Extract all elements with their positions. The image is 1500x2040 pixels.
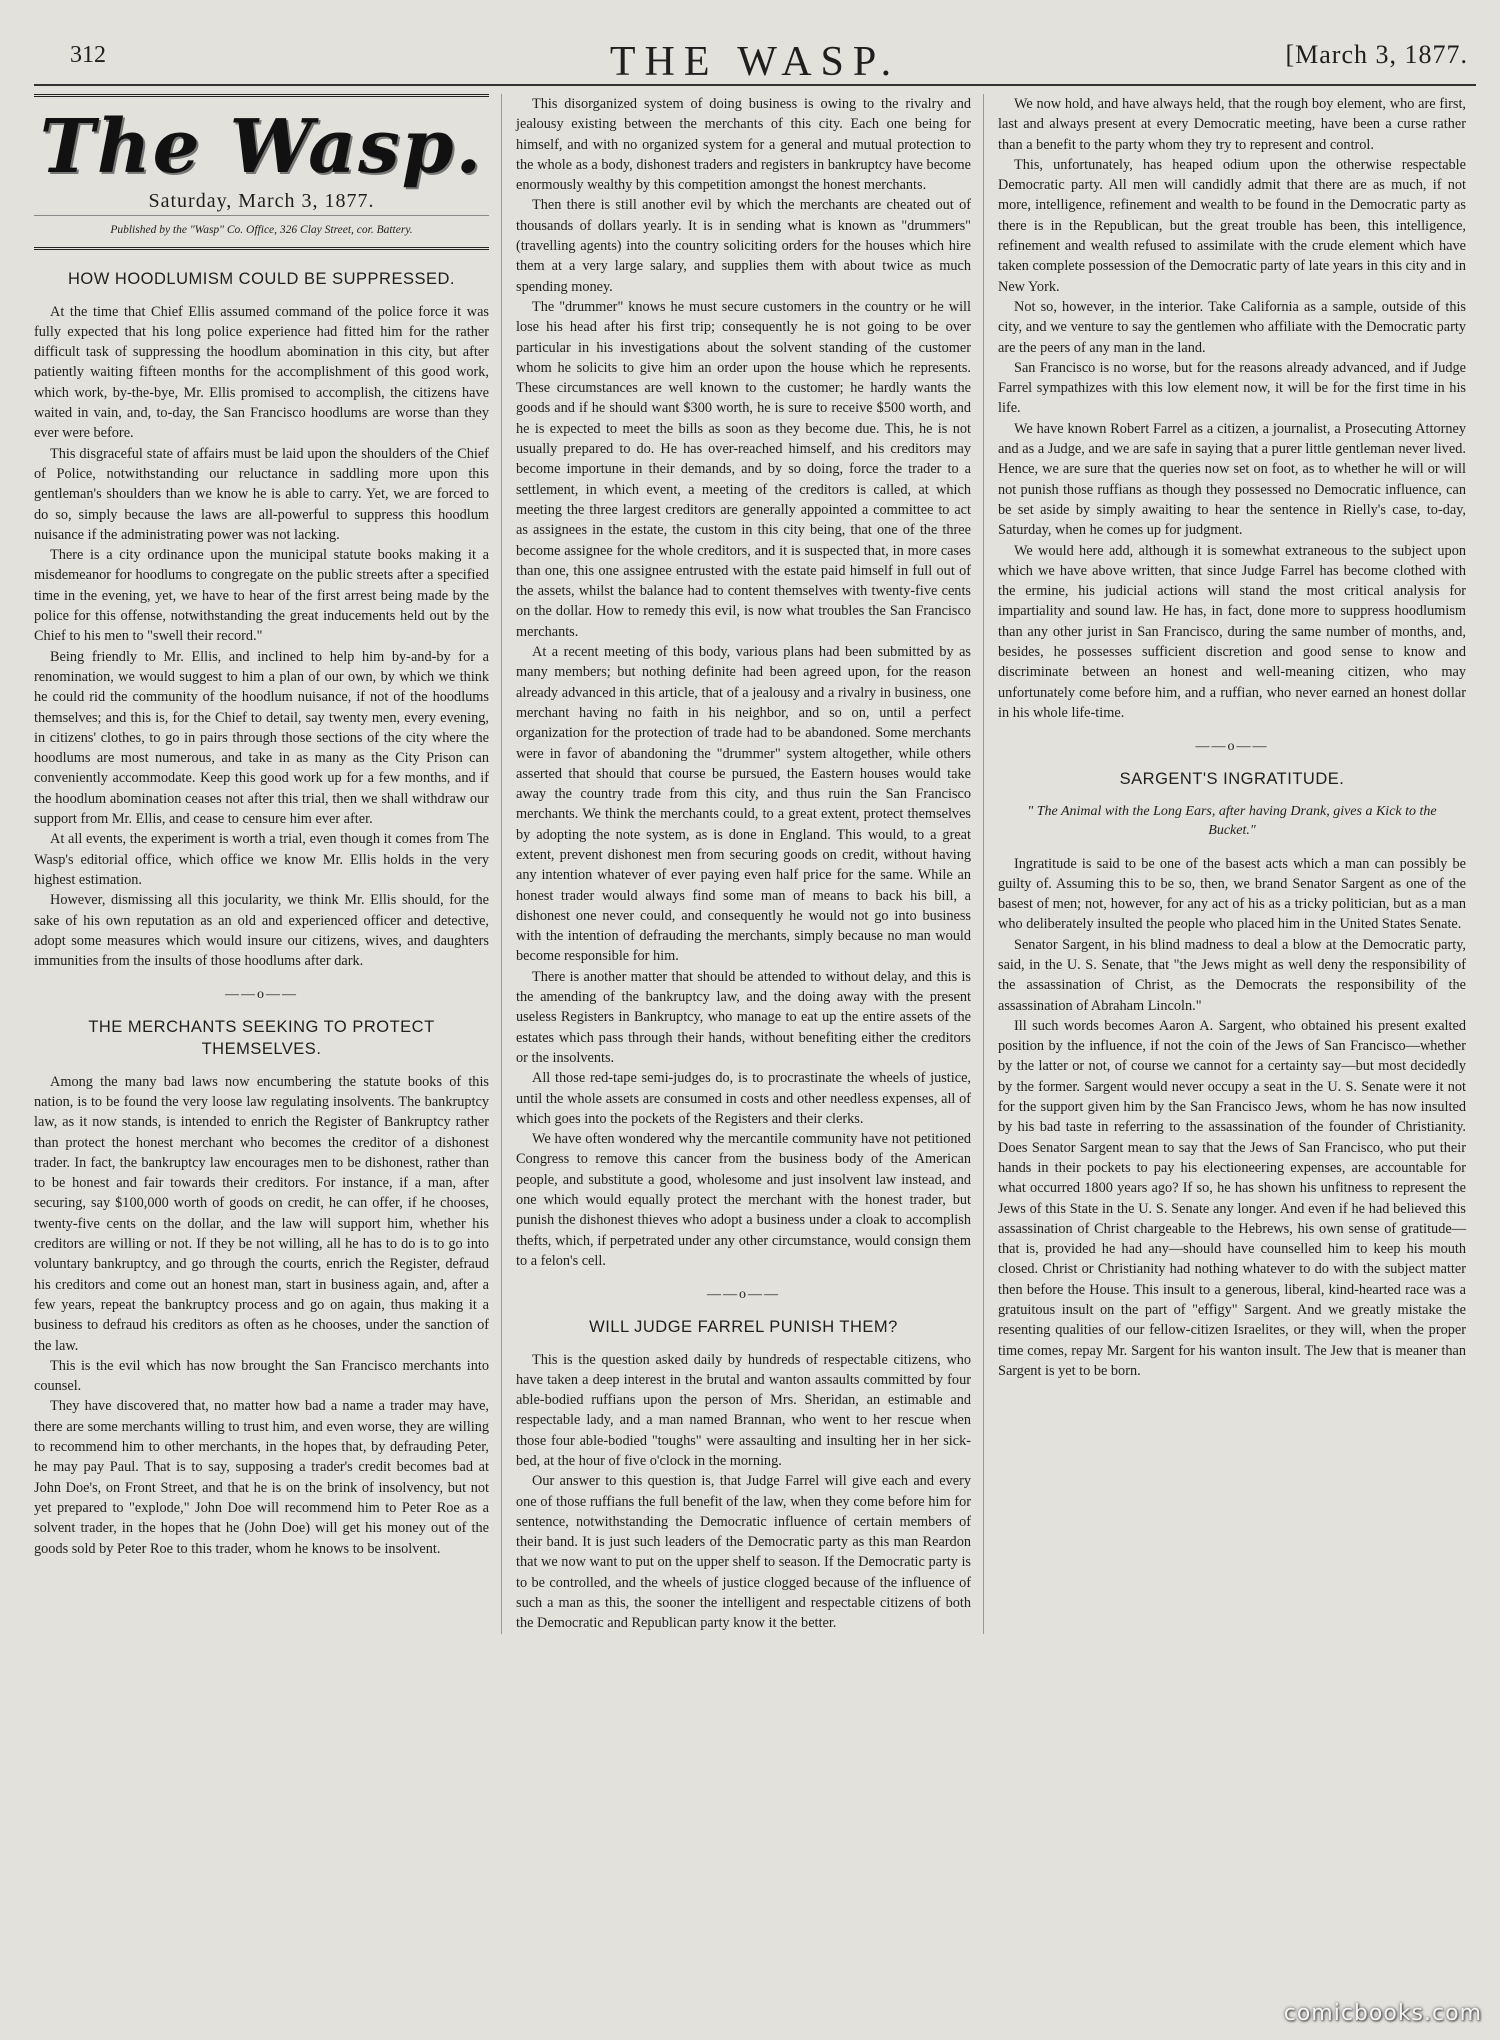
article-paragraph: San Francisco is no worse, but for the reasons already advanced, and if Judge Farrel sympathizes with this low element now, it will be for the first time in his life. (998, 359, 1466, 417)
running-masthead: THE WASP. (609, 39, 901, 85)
article-paragraph: At all events, the experiment is worth a trial, even though it comes from The Wasp's editorial office, which office we know Mr. Ellis holds in the very highest estimation. (34, 831, 489, 888)
column-2 (516, 94, 984, 1634)
page-number: 312 (70, 42, 106, 68)
publisher-line: Published by the "Wasp" Co. Office, 326 Clay Street, cor. Battery. (34, 215, 489, 240)
article-paragraph: The "drummer" knows he must secure customers in the country or he will lose his head after his first trip; consequently he is not going to be over particular in his investigations about the solvent standing of the customer whom he solicits to give him an order upon the house which he represents. These circumstances are well known to the customer; he hardly wants the goods and if he should want $300 worth, he is sure to receive $500 worth, and he is expected to meet the bills as soon as they become due. This, he is not usually prepared to do. He has over-reached himself, and his creditors may become importune in their demands, and by so doing, force the trader to a settlement, in which event, a meeting of the creditors is called, at which meeting the three largest creditors are generally appointed a committee to act as assignees in the estate, the custom in this city being, that one of the three become assignee for the whole creditors, and it is suspected that, in more cases than one, this one assignee entrusted with the estate paid himself in full out of the assets, whilst the balance had to content themselves with twenty-five cents on the dollar. How to remedy this evil, is now what troubles the San Francisco merchants. (516, 298, 971, 640)
site-watermark: comicbooks.com (1283, 2001, 1482, 2026)
article-paragraph: We have often wondered why the mercantile community have not petitioned Congress to remove this cancer from the business body of the American people, and substitute a good, wholesome and just insolvent law instead, and one which would equally protect the merchant with the honest trader, but punish the dishonest thieves who adopt a business under a cloak to accomplish thefts, which, if perpetrated under any other circumstance, would consign them to a felon's cell. (516, 1131, 971, 1269)
article-paragraph: This disgraceful state of affairs must be laid upon the shoulders of the Chief of Police, notwithstanding our reluctance in saddling more upon this gentleman's shoulders than we know he is able to carry. Yet, we are forced to do so, simply because the laws are all-powerful to suppress this hoodlum nuisance if the administrating power was not lacking. (34, 445, 489, 543)
article-paragraph: This disorganized system of doing business is owing to the rivalry and jealousy existing between the merchants of this city. Each one being for himself, and with no organized system for a general and mutual protection to the whole as a body, dishonest traders and registers in bankruptcy have become enormously wealthy by this competition amongst the honest merchants. (516, 96, 971, 194)
header-date: [March 3, 1877. (1285, 40, 1468, 69)
article-paragraph: At the time that Chief Ellis assumed command of the police force it was fully expected that his long police experience had fitted him for the rather difficult task of suppressing the hoodlum abomination in this city, but after patiently waiting fifteen months for the accomplishment of this good work, which work, by-the-bye, Mr. Ellis promised to accomplish, the citizens have waited in vain, and, to-day, the San Francisco hoodlums are worse than they ever were before. (34, 303, 489, 442)
article-paragraph: Among the many bad laws now encumbering the statute books of this nation, is to be found the very loose law regulating insolvents. The bankruptcy law, as it now stands, is intended to enrich the Register of Bankruptcy rather than protect the honest merchant who becomes the creditor of a dishonest trader. In fact, the bankruptcy law encourages men to be dishonest, rather than to be honest and fair towards their creditors. For instance, if a man, after securing, say $100,000 worth of goods on credit, he can offer, if he chooses, twenty-five cents on the dollar, and the law will support him, whether his creditors are willing or not. If they be not willing, all he has to do is to go into voluntary bankruptcy, and go through the courts, enrich the Register, defraud his creditors and come out an honest man, start in business again, and, after a few years, repeat the bankruptcy process and go on again, thus making it a business to defraud his creditors as often as he chooses, under the sanction of the law. (34, 1073, 489, 1354)
article-headline: SARGENT'S INGRATITUDE. (1119, 769, 1345, 788)
article-paragraph: This, unfortunately, has heaped odium upon the otherwise respectable Democratic party. All men will candidly admit that there are as much, if not more, intelligence, refinement and wealth to be found in the Democratic party as there is in the Republican, but the great trouble has been, this intelligence, refinement and wealth refused to assimilate with the crude element which have taken complete possession of the Democratic party of late years in this city and in New York. (998, 156, 1466, 295)
article-paragraph: This is the question asked daily by hundreds of respectable citizens, who have taken a deep interest in the brutal and wanton assaults committed by four able-bodied ruffians upon the person of Mrs. Sheridan, an estimable and respectable lady, and a man named Brannan, who went to her rescue when those four able-bodied "toughs" were assaulting and insulting her in her sick-bed, at the hour of five o'clock in the morning. (516, 1351, 971, 1469)
article-paragraph: There is a city ordinance upon the municipal statute books making it a misdemeanor for hoodlums to congregate on the public streets after a specified time in the evening, yet, we have to hear of the first arrest being made by the police for this offense, notwithstanding the great inducements held out by the Chief to his men to "swell their record." (34, 547, 489, 645)
issue-date: Saturday, March 3, 1877. (148, 190, 375, 212)
article-paragraph: They have discovered that, no matter how bad a name a trader may have, there are some merchants willing to trust him, and even worse, they are willing to recommend him to other merchants, in the hopes that, by defrauding Peter, he may pay Paul. That is to say, supposing a trader's credit becomes bad at John Doe's, on Front Street, and that he is on the brink of insolvency, but not yet prepared to "explode," John Doe will recommend him to Peter Roe as a solvent trader, in the hopes that he (John Doe) will get his money out of the goods sold by Peter Roe to this trader, whom he knows to be insolvent. (34, 1398, 489, 1557)
article-paragraph: Not so, however, in the interior. Take California as a sample, outside of this city, and we venture to say the gentlemen who affiliate with the Democratic party are the peers of any man in the land. (998, 298, 1466, 356)
article-paragraph: Our answer to this question is, that Judge Farrel will give each and every one of those ruffians the full benefit of the law, when they come before him for sentence, notwithstanding the Democratic influence of certain members of their band. It is just such leaders of the Democratic party as this man Reardon that we now want to put on the upper shelf to season. If the Democratic party is to be controlled, and the wheels of justice clogged because of the influence of such a man as this, the sooner the intelligent and respectable citizens of both the Democratic and Republican party know it the better. (516, 1473, 971, 1632)
column-1 (34, 94, 502, 1634)
article-headline: WILL JUDGE FARREL PUNISH THEM? (589, 1317, 898, 1336)
article-paragraph: There is another matter that should be attended to without delay, and this is the amending of the bankruptcy law, and the doing away with the present useless Registers in Bankruptcy, who manage to eat up the entire assets of the estates which pass through their hands, without benefiting either the creditors or the insolvents. (516, 968, 971, 1066)
article-paragraph: This is the evil which has now brought the San Francisco merchants into counsel. (34, 1357, 489, 1395)
article-paragraph: At a recent meeting of this body, various plans had been submitted by as many members; but nothing definite had been agreed upon, for the reason already advanced in this article, that of a jealousy and a rivalry in business, one merchant having no faith in his neighbor, and so on, until a perfect organization for the protection of trade had to be abandoned. Some merchants were in favor of abandoning the "drummer" system altogether, while others asserted that should that course be pursued, the Eastern houses would take away the country trade from this city, and thus ruin the San Francisco merchants. We think the merchants could, to a great extent, protect themselves by adopting the note system, as is done in England. This would, to a great extent, prevent dishonest men from securing goods on credit, without having any intention whatever of ever paying even half price for the same. While an honest trader would always find some man of means to back his bill, a dishonest one never could, and consequently he would not go into business with the intention of defrauding the merchants, simply because no man would become responsible for him. (516, 644, 971, 965)
article-paragraph: We have known Robert Farrel as a citizen, a journalist, a Prosecuting Attorney and as a Judge, and we are safe in saying that a purer little gentleman never lived. Hence, we are sure that the queries now set on foot, as to whether he will or will not punish those ruffians as though they possessed no Democratic influence, can be set aside by simply awaiting to hear the sentence in Rielly's case, to-day, Saturday, when he comes up for judgment. (998, 420, 1466, 539)
section-separator: ——o—— (707, 1287, 780, 1303)
article-paragraph: We now hold, and have always held, that the rough boy element, who are first, last and always present at every Democratic meeting, have been a curse rather than a benefit to the party whom they try to represent and control. (998, 96, 1466, 153)
wasp-logo: The Wasp. (39, 104, 484, 190)
section-separator: ——o—— (1195, 739, 1269, 755)
column-3 (998, 94, 1466, 1634)
article-paragraph: Then there is still another evil by which the merchants are cheated out of thousands of dollars yearly. It is in sending what is known as "drummers" (travelling agents) into the country soliciting orders for the houses which hire them at a very large salary, and supplies them with about twice as much spending money. (516, 197, 971, 295)
article-paragraph: Senator Sargent, in his blind madness to deal a blow at the Democratic party, said, in the U. S. Senate, that "the Jews might as well deny the responsibility of the assassination of Christ, as the Democrats the responsibility of the assassination of Abraham Lincoln." (998, 936, 1466, 1014)
article-subtitle: " The Animal with the Long Ears, after having Drank, gives a Kick to the Bucket." (1027, 803, 1437, 838)
article-paragraph: Being friendly to Mr. Ellis, and inclined to help him by-and-by for a renomination, we would suggest to him a plan of our own, by which we think he could rid the community of the hoodlum nuisance, if not of the hoodlums themselves; and this is, for the Chief to detail, say twenty men, every evening, in citizens' clothes, to go in pairs through those sections of the city where the hoodlums are most numerous, and take in as many as the City Prison can conveniently accommodate. Keep this good work up for a few months, and if the hoodlum abomination ceases not after this trial, then we shall withdraw our support from Mr. Ellis, and cease to censure him ever after. (34, 648, 489, 828)
article-headline: HOW HOODLUMISM COULD BE SUPPRESSED. (68, 269, 455, 288)
page-header (34, 18, 1476, 85)
masthead-box (34, 94, 489, 250)
section-separator: ——o—— (225, 987, 298, 1003)
article-paragraph: Ill such words becomes Aaron A. Sargent, who obtained his present exalted position by the influence, if not the coin of the Jews of San Francisco—whether by the latter or not, of course we cannot for a certainty say—but most decidedly by the former. Sargent would never occupy a seat in the U. S. Senate were it not for the support given him by the San Francisco Jews, whom he has now insulted by his bad taste in referring to the assassination of the founder of Christianity. Does Senator Sargent mean to say that the Jews of San Francisco, who put their hands in their pockets to pay his electioneering expenses, are accountable for what occurred 1800 years ago? If so, he has shown his unfitness to represent the Jews of this State in the U. S. Senate any longer. And even if he had believed this assassination of Christ chargeable to the Hebrews, his own sense of gratitude—that is, provided he had any—should have counselled him to keep his mouth closed. Christ or Christianity had nothing whatever to do with the subject matter then before the House. This insult to a generous, liberal, kind-hearted race was a gratuitous insult on the part of "effigy" Sargent. And we greatly mistake the resenting qualities of our fellow-citizen Israelites, or they will, when the proper time comes, repay Mr. Sargent for his wanton insult. The Jew that is meaner than Sargent is yet to be born. (998, 1017, 1466, 1379)
article-paragraph: All those red-tape semi-judges do, is to procrastinate the wheels of justice, until the whole assets are consumed in costs and other needless expenses, all of which goes into the pockets of the Registers and their clerks. (516, 1070, 971, 1127)
article-paragraph: However, dismissing all this jocularity, we think Mr. Ellis should, for the sake of his own reputation as an old and experienced officer and detective, adopt some measures which would insure our citizens, wives, and daughters immunities from the insults of those hoodlums after dark. (34, 892, 489, 970)
article-paragraph: Ingratitude is said to be one of the basest acts which a man can possibly be guilty of. Assuming this to be so, then, we brand Senator Sargent as one of the basest of men; not, however, for any act of his as a tricky politician, but as a man who deliberately insulted the people who placed him in the United States Senate. (998, 855, 1466, 933)
article-headline: THE MERCHANTS SEEKING TO PROTECT THEMSELVES. (88, 1017, 435, 1058)
columns (34, 94, 1476, 1634)
article-paragraph: We would here add, although it is somewhat extraneous to the subject upon which we have above written, that since Judge Farrel has become clothed with the ermine, his judicial actions will stand the most critical analysis for impartiality and sound law. He has, in fact, done more to suppress hoodlumism than any other jurist in San Francisco, during the same number of months, and, besides, he possesses sufficient discretion and good sense to know and discriminate between an honest and well-meaning citizen, who may unfortunately come before him, and a ruffian, who never earned an honest dollar in his whole life-time. (998, 542, 1466, 721)
